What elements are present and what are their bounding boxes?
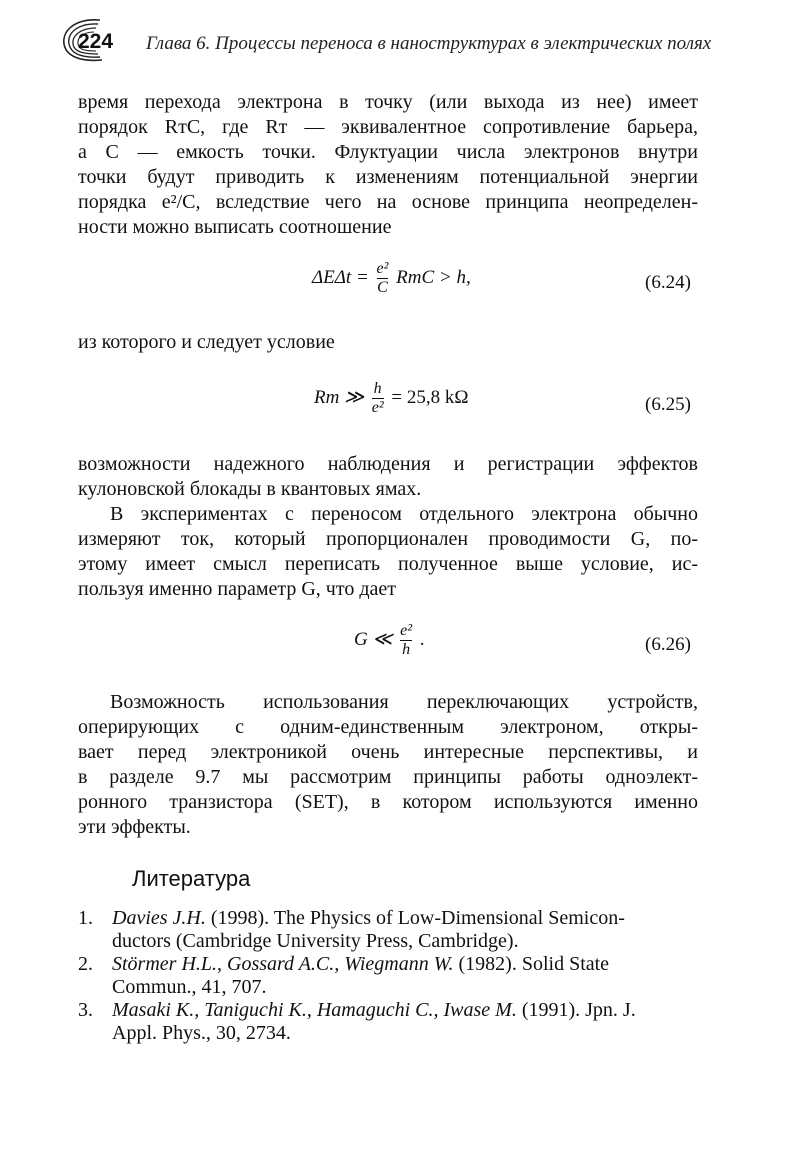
equation-number: (6.24) [645,272,691,293]
reference-text: Commun., 41, 707. [112,976,267,998]
text-line: кулоновской блокады в квантовых ямах. [78,478,422,500]
reference-text: ductors (Cambridge University Press, Cambridge). [112,930,519,952]
paragraph-5 [78,690,698,840]
text-line: Возможность использования переключающих устройств, [110,691,698,713]
reference-list [78,907,698,1045]
equation-lhs: G ≪ [354,628,393,650]
text-line: в разделе 9.7 мы рассмотрим принципы работы одноэлект- [78,766,698,788]
reference-item [78,999,698,1045]
text-line: пользуя именно параметр G, что дает [78,578,396,600]
literature-heading: Литература [132,866,251,891]
fraction-denominator: C [377,279,388,296]
reference-text: Appl. Phys., 30, 2734. [112,1022,291,1044]
text-line: оперирующих с одним-единственным электроном, откры- [78,716,698,738]
equation-6-26 [0,622,812,682]
equation-lhs: ΔEΔt = [312,266,369,288]
text-line: ронного транзистора (SET), в котором используются именно [78,791,698,813]
text-line: порядок RтC, где Rт — эквивалентное сопротивление барьера, [78,116,698,138]
reference-number: 2. [78,953,93,975]
reference-authors: Störmer H.L., Gossard A.C., Wiegmann W. [112,953,454,975]
text-line: вает перед электроникой очень интересные перспективы, и [78,741,698,763]
paragraph-2 [78,330,698,355]
reference-authors: Davies J.H. [112,907,206,929]
paragraph-4 [78,502,698,602]
equation-6-24 [0,258,812,318]
equation-number: (6.25) [645,394,691,415]
fraction-numerator: e² [400,622,413,639]
fraction-numerator: h [373,380,382,397]
text-line: ности можно выписать соотношение [78,216,392,238]
equation-rhs: . [419,628,425,650]
equation-6-25 [0,380,812,440]
text-line: а C — емкость точки. Флуктуации числа электронов внутри [78,141,698,163]
text-line: измеряют ток, который пропорционален проводимости G, по- [78,528,698,550]
text-line: этому имеет смысл переписать полученное выше условие, ис- [78,553,698,575]
text-line: порядка e²/C, вследствие чего на основе принципа неопределен- [78,191,698,213]
text-line: возможности надежного наблюдения и регистрации эффектов [78,453,698,475]
text-line: из которого и следует условие [78,331,335,353]
paragraph-3 [78,452,698,502]
text-line: время перехода электрона в точку (или выхода из нее) имеет [78,91,698,113]
reference-number: 3. [78,999,93,1021]
reference-text: (1982). Solid State [453,953,610,975]
equation-rhs: RтC > h, [396,266,471,288]
equation-number: (6.26) [645,634,691,655]
equation-fraction [400,622,412,659]
reference-text: (1998). The Physics of Low-Dimensional Semicon- [205,907,625,929]
equation-fraction [372,380,384,417]
reference-item [78,907,698,953]
paragraph-1 [78,90,698,240]
text-line: эти эффекты. [78,816,191,838]
equation-fraction [377,260,389,297]
fraction-denominator: e² [371,399,384,416]
running-header [56,14,756,64]
page-number: 224 [78,30,114,53]
running-title: Глава 6. Процессы переноса в наноструктурах в электрических полях [146,33,712,54]
fraction-numerator: e² [376,260,389,277]
equation-rhs: = 25,8 kΩ [391,386,469,408]
fraction-denominator: h [402,641,411,658]
equation-lhs: Rт ≫ [314,386,364,408]
reference-number: 1. [78,907,93,929]
reference-text: (1991). Jpn. J. [516,999,636,1021]
text-line: В экспериментах с переносом отдельного электрона обычно [110,503,698,525]
reference-item [78,953,698,999]
reference-authors: Masaki K., Taniguchi K., Hamaguchi C., Iwase M. [112,999,517,1021]
text-line: точки будут приводить к изменениям потенциальной энергии [78,166,698,188]
